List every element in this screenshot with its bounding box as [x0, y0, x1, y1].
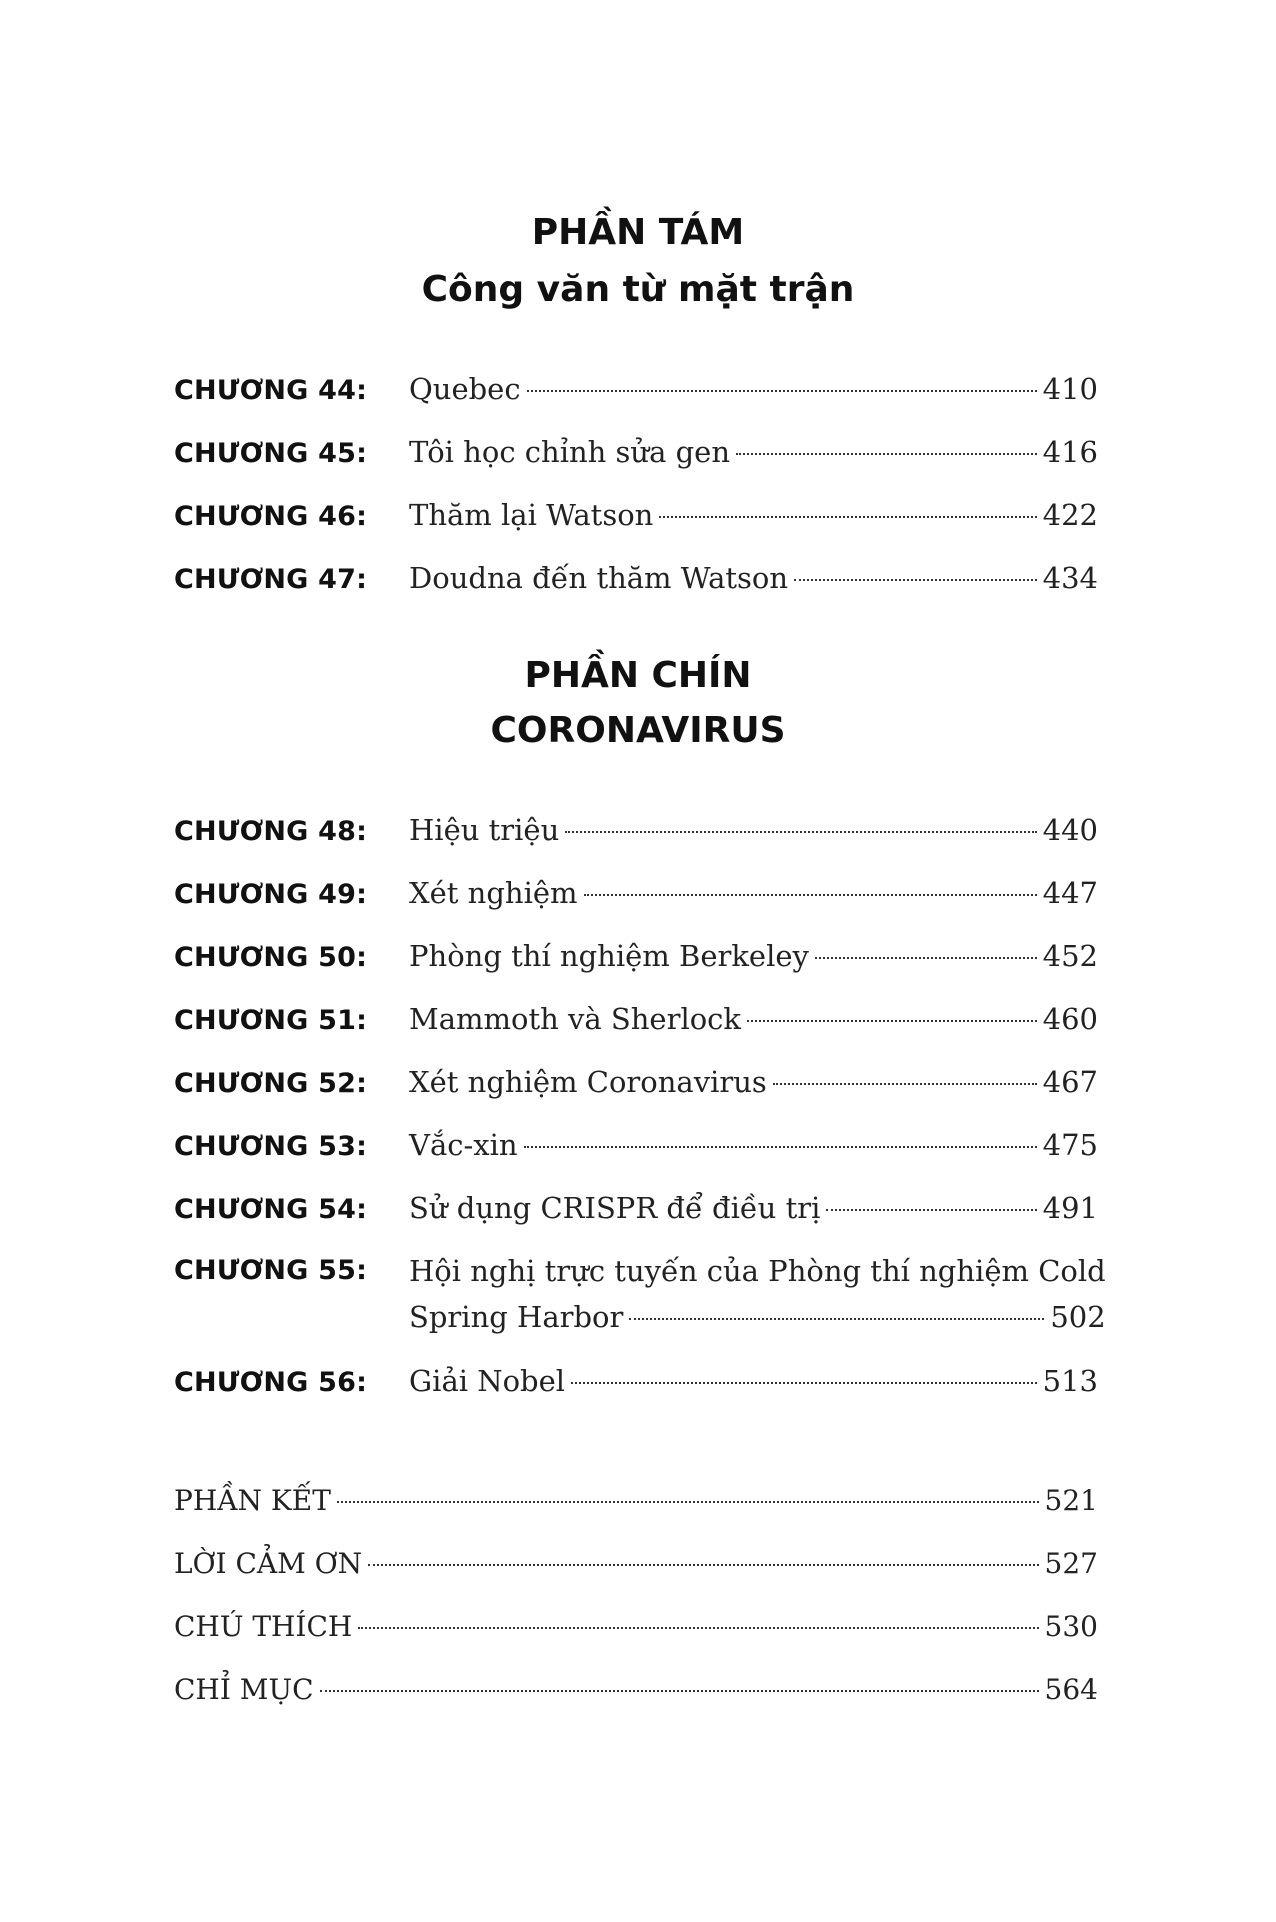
chapter-label: CHƯƠNG 44: — [174, 375, 368, 406]
dot-leader — [747, 1020, 1037, 1022]
part-9-chapter-list — [174, 807, 1106, 1421]
part-title: PHẦN TÁM — [531, 212, 745, 253]
page-number: 530 — [1044, 1610, 1098, 1643]
chapter-entry-45[interactable] — [174, 429, 1098, 492]
back-matter-entry-epilogue[interactable] — [174, 1478, 1098, 1541]
chapter-entry-52[interactable] — [174, 1059, 1098, 1122]
chapter-label: CHƯƠNG 51: — [174, 1005, 368, 1036]
back-matter-entry-notes[interactable] — [174, 1604, 1098, 1667]
dot-leader — [736, 453, 1037, 455]
page-number: 564 — [1044, 1673, 1098, 1706]
chapter-title: Vắc-xin — [409, 1128, 518, 1162]
chapter-title: Doudna đến thăm Watson — [409, 561, 789, 595]
chapter-entry-49[interactable] — [174, 870, 1098, 933]
page-number: 491 — [1042, 1191, 1098, 1225]
dot-leader — [571, 1382, 1037, 1384]
page-number: 434 — [1042, 561, 1098, 595]
chapter-label: CHƯƠNG 54: — [174, 1194, 368, 1225]
dot-leader — [629, 1318, 1044, 1320]
dot-leader — [773, 1083, 1037, 1085]
section-title: LỜI CẢM ƠN — [174, 1547, 363, 1580]
chapter-label: CHƯƠNG 45: — [174, 438, 368, 469]
page-number: 527 — [1044, 1547, 1098, 1580]
dot-leader — [815, 957, 1037, 959]
page-number: 502 — [1050, 1300, 1106, 1334]
chapter-title: Quebec — [409, 372, 521, 406]
page-number: 460 — [1042, 1002, 1098, 1036]
chapter-label: CHƯƠNG 48: — [174, 816, 368, 847]
chapter-entry-50[interactable] — [174, 933, 1098, 996]
part-subtitle: CORONAVIRUS — [490, 710, 786, 751]
chapter-label: CHƯƠNG 56: — [174, 1367, 368, 1398]
chapter-entry-54[interactable] — [174, 1185, 1098, 1248]
back-matter-entry-index[interactable] — [174, 1667, 1098, 1730]
chapter-entry-55[interactable] — [174, 1248, 1106, 1358]
chapter-label: CHƯƠNG 53: — [174, 1131, 368, 1162]
chapter-label: CHƯƠNG 55: — [174, 1255, 368, 1286]
page-number: 513 — [1042, 1364, 1098, 1398]
chapter-label: CHƯƠNG 46: — [174, 501, 368, 532]
dot-leader — [320, 1690, 1039, 1692]
dot-leader — [584, 894, 1037, 896]
page-number: 422 — [1042, 498, 1098, 532]
page-number: 452 — [1042, 939, 1098, 973]
part-8-chapter-list — [174, 366, 1098, 618]
chapter-title: Hiệu triệu — [409, 813, 560, 847]
dot-leader — [527, 390, 1037, 392]
chapter-label: CHƯƠNG 47: — [174, 564, 368, 595]
dot-leader — [337, 1501, 1039, 1503]
chapter-title-line-2: Spring Harbor — [409, 1300, 624, 1334]
chapter-title: Xét nghiệm Coronavirus — [409, 1065, 767, 1099]
chapter-title: Mammoth và Sherlock — [409, 1002, 741, 1036]
dot-leader — [659, 516, 1036, 518]
chapter-label: CHƯƠNG 50: — [174, 942, 368, 973]
dot-leader — [368, 1564, 1038, 1566]
dot-leader — [565, 831, 1036, 833]
chapter-entry-44[interactable] — [174, 366, 1098, 429]
part-title: PHẦN CHÍN — [524, 655, 752, 696]
page-number: 521 — [1044, 1484, 1098, 1517]
page-number: 410 — [1042, 372, 1098, 406]
chapter-title: Xét nghiệm — [409, 876, 578, 910]
chapter-title: Giải Nobel — [409, 1364, 566, 1398]
page-number: 416 — [1042, 435, 1098, 469]
chapter-label: CHƯƠNG 52: — [174, 1068, 368, 1099]
chapter-entry-46[interactable] — [174, 492, 1098, 555]
chapter-entry-56[interactable] — [174, 1358, 1098, 1421]
page-number: 467 — [1042, 1065, 1098, 1099]
dot-leader — [794, 579, 1037, 581]
chapter-title: Thăm lại Watson — [409, 498, 654, 532]
dot-leader — [358, 1627, 1038, 1629]
chapter-entry-48[interactable] — [174, 807, 1098, 870]
chapter-title-line-1: Hội nghị trực tuyến của Phòng thí nghiệm Cold — [409, 1254, 1106, 1288]
dot-leader — [524, 1146, 1037, 1148]
page-number: 440 — [1042, 813, 1098, 847]
page-number: 475 — [1042, 1128, 1098, 1162]
chapter-title: Sử dụng CRISPR để điều trị — [409, 1191, 821, 1225]
dot-leader — [826, 1209, 1036, 1211]
chapter-title: Phòng thí nghiệm Berkeley — [409, 939, 809, 973]
chapter-label: CHƯƠNG 49: — [174, 879, 368, 910]
chapter-entry-53[interactable] — [174, 1122, 1098, 1185]
back-matter-entry-acknowledgements[interactable] — [174, 1541, 1098, 1604]
page-number: 447 — [1042, 876, 1098, 910]
chapter-entry-47[interactable] — [174, 555, 1098, 618]
section-title: CHỈ MỤC — [174, 1673, 314, 1706]
part-subtitle: Công văn từ mặt trận — [421, 269, 855, 310]
section-title: PHẦN KẾT — [174, 1484, 331, 1517]
back-matter-list — [174, 1478, 1098, 1730]
section-title: CHÚ THÍCH — [174, 1610, 353, 1643]
chapter-title: Tôi học chỉnh sửa gen — [409, 435, 731, 469]
chapter-entry-51[interactable] — [174, 996, 1098, 1059]
